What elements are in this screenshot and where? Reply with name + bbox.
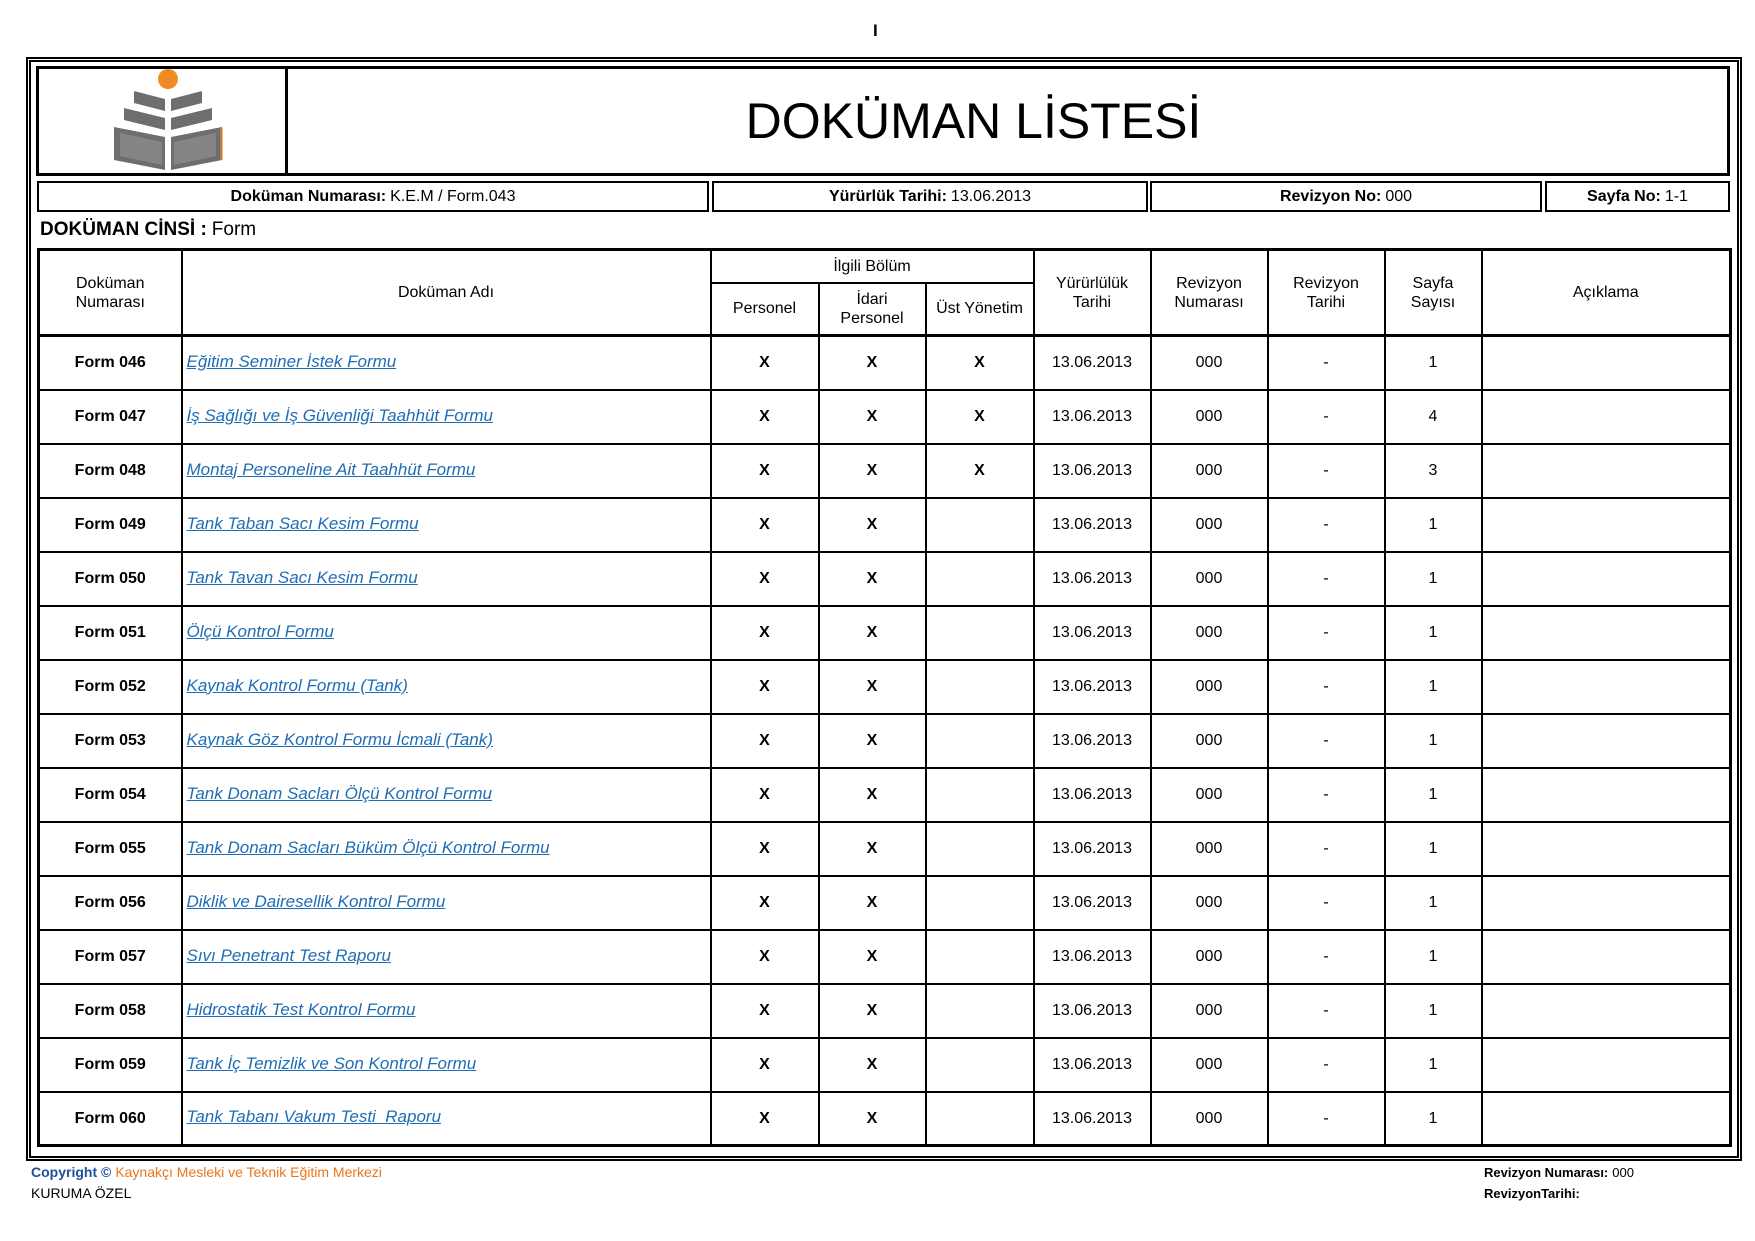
table-row [39, 336, 1731, 390]
personel-mark: X [711, 984, 819, 1038]
ust-yonetim-mark [926, 660, 1034, 714]
idari-personel-mark: X [819, 1038, 926, 1092]
notes [1482, 930, 1731, 984]
page-number-box [1545, 181, 1730, 212]
table-row [39, 1092, 1731, 1146]
table-row [39, 930, 1731, 984]
page-count: 4 [1385, 390, 1482, 444]
revision-number: 000 [1151, 930, 1268, 984]
idari-personel-mark: X [819, 606, 926, 660]
doc-name-link[interactable]: Montaj Personeline Ait Taahhüt Formu [186, 459, 476, 479]
revision-number: 000 [1151, 336, 1268, 390]
notes [1482, 606, 1731, 660]
revision-date: - [1268, 498, 1385, 552]
doc-name-cell [182, 606, 711, 660]
doc-name-link[interactable]: Ölçü Kontrol Formu [186, 621, 334, 641]
ust-yonetim-mark [926, 876, 1034, 930]
personel-mark: X [711, 1038, 819, 1092]
revision-label: Revizyon No: [1279, 187, 1382, 205]
doc-number: Form 056 [39, 876, 182, 930]
table-row [39, 714, 1731, 768]
revision-number: 000 [1151, 822, 1268, 876]
doc-number: Form 060 [39, 1092, 182, 1146]
notes [1482, 390, 1731, 444]
doc-number: Form 051 [39, 606, 182, 660]
idari-personel-mark: X [819, 498, 926, 552]
idari-personel-mark: X [819, 768, 926, 822]
doc-name-link[interactable]: Kaynak Göz Kontrol Formu İcmali (Tank) [186, 729, 493, 749]
institution-name: Kaynakçı Mesleki ve Teknik Eğitim Merkezi [115, 1164, 382, 1180]
col-header-doc-number: Doküman Numarası [39, 250, 182, 336]
revision-number: 000 [1151, 1092, 1268, 1146]
doc-name-link[interactable]: Kaynak Kontrol Formu (Tank) [186, 675, 408, 695]
ust-yonetim-mark [926, 552, 1034, 606]
page-count: 1 [1385, 1038, 1482, 1092]
personel-mark: X [711, 822, 819, 876]
table-row [39, 984, 1731, 1038]
revision-number: 000 [1151, 714, 1268, 768]
col-header-related-section: İlgili Bölüm [711, 250, 1034, 283]
effective-date: 13.06.2013 [1034, 606, 1151, 660]
page-number-value: 1-1 [1664, 187, 1688, 205]
doc-name-link[interactable]: Tank Tabanı Vakum Testi Raporu [186, 1107, 442, 1127]
book-stack-logo-icon [112, 69, 224, 171]
doc-name-link[interactable]: Tank İç Temizlik ve Son Kontrol Formu [186, 1053, 477, 1073]
idari-personel-mark: X [819, 822, 926, 876]
page-count: 1 [1385, 714, 1482, 768]
col-header-idari-personel: İdari Personel [819, 283, 926, 336]
personel-mark: X [711, 930, 819, 984]
notes [1482, 1092, 1731, 1146]
personel-mark: X [711, 606, 819, 660]
doc-name-cell [182, 660, 711, 714]
revision-date: - [1268, 660, 1385, 714]
personel-mark: X [711, 1092, 819, 1146]
title-cell [288, 69, 1727, 173]
doc-type [40, 219, 256, 241]
doc-number: Form 047 [39, 390, 182, 444]
footer-revision-number [1484, 1165, 1634, 1180]
page-marker: I [873, 21, 878, 40]
table-row [39, 660, 1731, 714]
revision-date: - [1268, 822, 1385, 876]
page-count: 3 [1385, 444, 1482, 498]
page-number-label: Sayfa No: [1587, 187, 1661, 205]
effective-date: 13.06.2013 [1034, 984, 1151, 1038]
personel-mark: X [711, 498, 819, 552]
doc-number: Form 046 [39, 336, 182, 390]
doc-type-value: Form [211, 219, 257, 240]
classification-label: KURUMA ÖZEL [31, 1185, 132, 1201]
revision-number: 000 [1151, 444, 1268, 498]
revision-date: - [1268, 1038, 1385, 1092]
revision-date: - [1268, 1092, 1385, 1146]
col-header-doc-name: Doküman Adı [182, 250, 711, 336]
doc-name-link[interactable]: Tank Donam Sacları Ölçü Kontrol Formu [186, 783, 492, 803]
doc-name-cell [182, 444, 711, 498]
effective-date: 13.06.2013 [1034, 552, 1151, 606]
footer-revision-number-value: 000 [1612, 1165, 1634, 1180]
col-header-page-count: Sayfa Sayısı [1385, 250, 1482, 336]
document-header [36, 66, 1730, 176]
doc-number: Form 048 [39, 444, 182, 498]
notes [1482, 660, 1731, 714]
personel-mark: X [711, 768, 819, 822]
doc-number: Form 053 [39, 714, 182, 768]
notes [1482, 822, 1731, 876]
personel-mark: X [711, 390, 819, 444]
personel-mark: X [711, 444, 819, 498]
revision-date: - [1268, 714, 1385, 768]
footer-revision-number-label: Revizyon Numarası: [1484, 1165, 1609, 1180]
col-header-revision-number: Revizyon Numarası [1151, 250, 1268, 336]
doc-type-label: DOKÜMAN CİNSİ : [40, 219, 207, 240]
doc-name-link[interactable]: Tank Taban Sacı Kesim Formu [186, 513, 419, 533]
doc-number: Form 054 [39, 768, 182, 822]
copyright-label: Copyright © [31, 1164, 112, 1180]
doc-name-cell [182, 336, 711, 390]
effective-date: 13.06.2013 [1034, 498, 1151, 552]
notes [1482, 714, 1731, 768]
effective-date: 13.06.2013 [1034, 1092, 1151, 1146]
doc-number: Form 050 [39, 552, 182, 606]
revision-number: 000 [1151, 498, 1268, 552]
doc-name-cell [182, 984, 711, 1038]
copyright-line [31, 1164, 382, 1180]
ust-yonetim-mark: X [926, 336, 1034, 390]
revision-date: - [1268, 336, 1385, 390]
doc-name-cell [182, 714, 711, 768]
doc-name-cell [182, 876, 711, 930]
revision-date: - [1268, 552, 1385, 606]
idari-personel-mark: X [819, 984, 926, 1038]
personel-mark: X [711, 876, 819, 930]
page-count: 1 [1385, 822, 1482, 876]
doc-name-cell [182, 930, 711, 984]
personel-mark: X [711, 660, 819, 714]
notes [1482, 444, 1731, 498]
page-count: 1 [1385, 1092, 1482, 1146]
revision-value: 000 [1385, 187, 1413, 205]
effective-date: 13.06.2013 [1034, 1038, 1151, 1092]
ust-yonetim-mark [926, 1038, 1034, 1092]
doc-name-cell [182, 768, 711, 822]
revision-date: - [1268, 390, 1385, 444]
revision-number: 000 [1151, 606, 1268, 660]
doc-name-link[interactable]: Tank Donam Sacları Büküm Ölçü Kontrol Formu [186, 837, 550, 857]
ust-yonetim-mark [926, 714, 1034, 768]
doc-name-cell [182, 498, 711, 552]
page-count: 1 [1385, 876, 1482, 930]
idari-personel-mark: X [819, 552, 926, 606]
table-row [39, 606, 1731, 660]
doc-number: Form 057 [39, 930, 182, 984]
notes [1482, 336, 1731, 390]
doc-number-label: Doküman Numarası: [230, 187, 387, 205]
table-row [39, 876, 1731, 930]
idari-personel-mark: X [819, 660, 926, 714]
table-row [39, 444, 1731, 498]
effective-date: 13.06.2013 [1034, 336, 1151, 390]
effective-date: 13.06.2013 [1034, 822, 1151, 876]
doc-name-link[interactable]: Diklik ve Dairesellik Kontrol Formu [186, 891, 446, 911]
footer-revision-date-label: RevizyonTarihi: [1484, 1186, 1580, 1201]
effective-date: 13.06.2013 [1034, 768, 1151, 822]
revision-date: - [1268, 930, 1385, 984]
logo-cell [39, 69, 288, 173]
ust-yonetim-mark [926, 606, 1034, 660]
col-header-effective-date: Yürürlülük Tarihi [1034, 250, 1151, 336]
page-count: 1 [1385, 552, 1482, 606]
revision-number: 000 [1151, 768, 1268, 822]
doc-name-cell [182, 552, 711, 606]
notes [1482, 498, 1731, 552]
ust-yonetim-mark [926, 984, 1034, 1038]
effective-date-value: 13.06.2013 [950, 187, 1031, 205]
effective-date: 13.06.2013 [1034, 714, 1151, 768]
doc-number: Form 049 [39, 498, 182, 552]
revision-box [1150, 181, 1542, 212]
doc-name-cell [182, 390, 711, 444]
effective-date-box [712, 181, 1148, 212]
idari-personel-mark: X [819, 1092, 926, 1146]
revision-number: 000 [1151, 1038, 1268, 1092]
page-count: 1 [1385, 768, 1482, 822]
doc-number: Form 055 [39, 822, 182, 876]
revision-number: 000 [1151, 552, 1268, 606]
effective-date: 13.06.2013 [1034, 930, 1151, 984]
doc-name-link[interactable]: Sıvı Penetrant Test Raporu [186, 945, 391, 965]
doc-number-value: K.E.M / Form.043 [390, 187, 516, 205]
revision-number: 000 [1151, 876, 1268, 930]
ust-yonetim-mark [926, 768, 1034, 822]
page-count: 1 [1385, 336, 1482, 390]
page-title: DOKÜMAN LİSTESİ [745, 93, 1202, 149]
doc-name-cell [182, 1038, 711, 1092]
col-header-notes: Açıklama [1482, 250, 1731, 336]
table-row [39, 822, 1731, 876]
personel-mark: X [711, 552, 819, 606]
effective-date: 13.06.2013 [1034, 876, 1151, 930]
doc-number: Form 058 [39, 984, 182, 1038]
doc-name-link[interactable]: İş Sağlığı ve İş Güvenliği Taahhüt Formu [186, 405, 493, 425]
ust-yonetim-mark: X [926, 444, 1034, 498]
idari-personel-mark: X [819, 390, 926, 444]
revision-date: - [1268, 444, 1385, 498]
notes [1482, 876, 1731, 930]
notes [1482, 1038, 1731, 1092]
idari-personel-mark: X [819, 876, 926, 930]
revision-number: 000 [1151, 984, 1268, 1038]
notes [1482, 984, 1731, 1038]
doc-number-box [37, 181, 709, 212]
table-row [39, 768, 1731, 822]
table-row [39, 498, 1731, 552]
notes [1482, 552, 1731, 606]
effective-date: 13.06.2013 [1034, 660, 1151, 714]
page-count: 1 [1385, 930, 1482, 984]
document-list-table [37, 248, 1732, 1147]
page-count: 1 [1385, 606, 1482, 660]
effective-date: 13.06.2013 [1034, 444, 1151, 498]
revision-number: 000 [1151, 390, 1268, 444]
ust-yonetim-mark [926, 822, 1034, 876]
doc-name-cell [182, 1092, 711, 1146]
col-header-personel: Personel [711, 283, 819, 336]
revision-number: 000 [1151, 660, 1268, 714]
doc-number: Form 052 [39, 660, 182, 714]
personel-mark: X [711, 336, 819, 390]
table-row [39, 1038, 1731, 1092]
doc-name-link[interactable]: Eğitim Seminer İstek Formu [186, 351, 397, 371]
col-header-revision-date: Revizyon Tarihi [1268, 250, 1385, 336]
idari-personel-mark: X [819, 930, 926, 984]
idari-personel-mark: X [819, 714, 926, 768]
page-count: 1 [1385, 984, 1482, 1038]
doc-name-link[interactable]: Tank Tavan Sacı Kesim Formu [186, 567, 418, 587]
table-row [39, 390, 1731, 444]
page-count: 1 [1385, 660, 1482, 714]
table-row [39, 552, 1731, 606]
revision-date: - [1268, 984, 1385, 1038]
revision-date: - [1268, 768, 1385, 822]
personel-mark: X [711, 714, 819, 768]
effective-date: 13.06.2013 [1034, 390, 1151, 444]
ust-yonetim-mark [926, 498, 1034, 552]
revision-date: - [1268, 876, 1385, 930]
idari-personel-mark: X [819, 336, 926, 390]
doc-name-cell [182, 822, 711, 876]
ust-yonetim-mark [926, 1092, 1034, 1146]
doc-number: Form 059 [39, 1038, 182, 1092]
idari-personel-mark: X [819, 444, 926, 498]
revision-date: - [1268, 606, 1385, 660]
ust-yonetim-mark [926, 930, 1034, 984]
doc-name-link[interactable]: Hidrostatik Test Kontrol Formu [186, 999, 416, 1019]
col-header-ust-yonetim: Üst Yönetim [926, 283, 1034, 336]
ust-yonetim-mark: X [926, 390, 1034, 444]
effective-date-label: Yürürlük Tarihi: [828, 187, 947, 205]
page-count: 1 [1385, 498, 1482, 552]
notes [1482, 768, 1731, 822]
